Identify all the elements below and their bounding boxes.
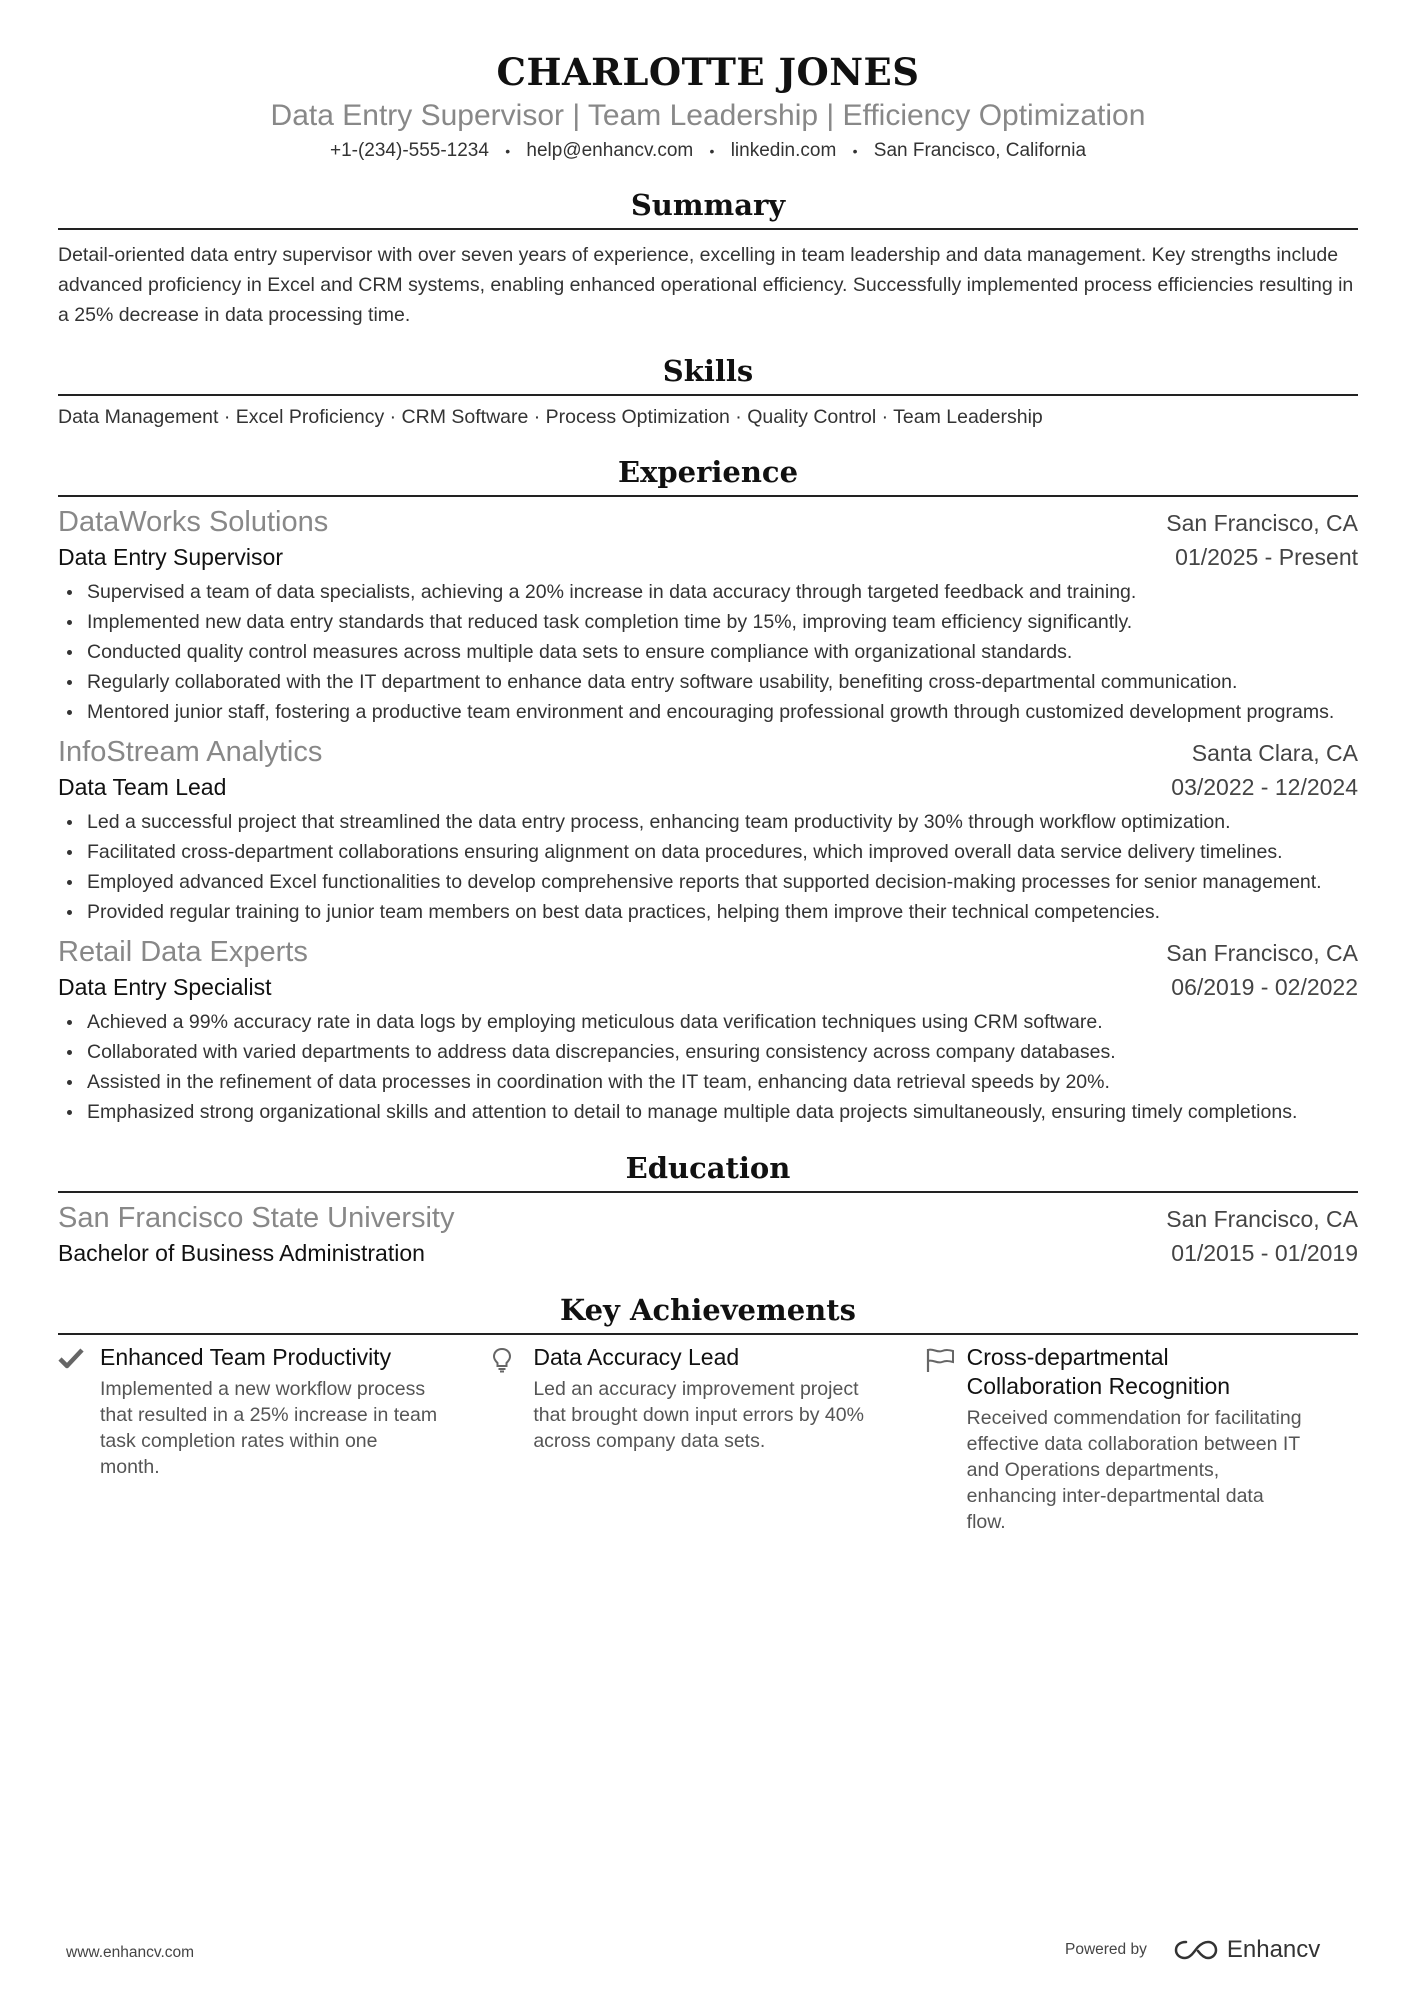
linkedin-link[interactable]: linkedin.com [730, 140, 837, 162]
powered-by-label: Powered by [1065, 1941, 1147, 1958]
job-dates: 06/2019 - 02/2022 [1171, 974, 1358, 1001]
resume-header [58, 0, 1358, 164]
school-name: San Francisco State University [58, 1202, 455, 1235]
achievement-item [58, 1343, 491, 1535]
separator-dot: • [852, 143, 858, 159]
bullet-item: Conducted quality control measures across multiple data sets to ensure compliance with organizational standards. [58, 637, 1358, 667]
flag-icon [925, 1343, 967, 1535]
resume-page [58, 0, 1358, 1995]
bullet-item: Assisted in the refinement of data processes in coordination with the IT team, enhancing data retrieval speeds by 20%. [58, 1067, 1358, 1097]
bullet-item: Employed advanced Excel functionalities to develop comprehensive reports that supported decision-making processes for senior management. [58, 867, 1358, 897]
job-entry [58, 933, 1358, 1127]
footer-website[interactable]: www.enhancv.com [66, 1944, 195, 1961]
footer-branding [1065, 1936, 1320, 1964]
bullet-item: Mentored junior staff, fostering a productive team environment and encouraging professional growth through customized development programs. [58, 697, 1358, 727]
achievement-description: Led an accuracy improvement project that brought down input errors by 40% across company data sets. [533, 1378, 864, 1453]
location-text: San Francisco, California [873, 140, 1087, 162]
job-location: San Francisco, CA [1166, 940, 1358, 967]
job-title: Data Entry Supervisor [58, 544, 283, 571]
skills-heading: Skills [662, 354, 754, 389]
company-name: DataWorks Solutions [58, 506, 329, 539]
checkmark-icon [58, 1343, 100, 1535]
job-entry [58, 733, 1358, 927]
section-divider [58, 1191, 1358, 1193]
bullet-item: Provided regular training to junior team members on best data practices, helping them improve their technical competencies. [58, 897, 1358, 927]
job-entry [58, 503, 1358, 727]
achievements-grid [58, 1343, 1358, 1535]
achievement-description: Implemented a new workflow process that resulted in a 25% increase in team task completion rates within one month. [100, 1378, 438, 1479]
section-divider [58, 495, 1358, 497]
separator-dot: • [709, 143, 715, 159]
achievements-heading: Key Achievements [560, 1293, 856, 1328]
section-divider [58, 394, 1358, 396]
job-bullets [58, 807, 1358, 927]
achievement-title: Enhanced Team Productivity [100, 1344, 392, 1371]
bullet-item: Supervised a team of data specialists, achieving a 20% increase in data accuracy through targeted feedback and training. [58, 577, 1358, 607]
separator-dot: • [505, 143, 511, 159]
lightbulb-icon [491, 1343, 533, 1535]
skills-list: Data Management · Excel Proficiency · CRM Software · Process Optimization · Quality Control · Team Leadership [58, 406, 1043, 429]
achievement-description: Received commendation for facilitating effective data collaboration between IT and Operations departments, enhancing inter-departmental data flow. [966, 1407, 1302, 1534]
education-heading: Education [625, 1151, 791, 1186]
company-name: Retail Data Experts [58, 936, 308, 969]
job-bullets [58, 577, 1358, 727]
education-entry [58, 1199, 1358, 1269]
school-location: San Francisco, CA [1166, 1206, 1358, 1233]
section-divider [58, 228, 1358, 230]
job-title: Data Entry Specialist [58, 974, 272, 1001]
enhancv-logo-icon [1173, 1938, 1219, 1962]
phone-number: +1-(234)-555-1234 [329, 140, 489, 162]
candidate-name: CHARLOTTE JONES [496, 50, 920, 94]
achievement-item [925, 1343, 1358, 1535]
brand-name: Enhancv [1226, 1936, 1321, 1963]
experience-heading: Experience [617, 455, 799, 490]
bullet-item: Facilitated cross-department collaborations ensuring alignment on data procedures, which improved overall data service delivery timelines. [58, 837, 1358, 867]
bullet-item: Achieved a 99% accuracy rate in data logs by employing meticulous data verification techniques using CRM software. [58, 1007, 1358, 1037]
brand-logo[interactable] [1173, 1936, 1320, 1964]
contact-line [58, 138, 1358, 164]
education-dates: 01/2015 - 01/2019 [1171, 1240, 1358, 1267]
bullet-item: Regularly collaborated with the IT department to enhance data entry software usability, benefiting cross-departmental communication. [58, 667, 1358, 697]
job-location: San Francisco, CA [1166, 510, 1358, 537]
bullet-item: Emphasized strong organizational skills and attention to detail to manage multiple data projects simultaneously, ensuring timely completions. [58, 1097, 1358, 1127]
job-location: Santa Clara, CA [1191, 740, 1358, 767]
job-bullets [58, 1007, 1358, 1127]
job-dates: 01/2025 - Present [1175, 544, 1358, 571]
job-title: Data Team Lead [58, 774, 227, 801]
achievement-title: Data Accuracy Lead [533, 1344, 740, 1371]
bullet-item: Collaborated with varied departments to address data discrepancies, ensuring consistency across company databases. [58, 1037, 1358, 1067]
email-link[interactable]: help@enhancv.com [526, 140, 694, 162]
company-name: InfoStream Analytics [58, 736, 323, 769]
job-dates: 03/2022 - 12/2024 [1171, 774, 1358, 801]
bullet-item: Implemented new data entry standards that reduced task completion time by 15%, improving team efficiency significantly. [58, 607, 1358, 637]
achievement-item [491, 1343, 924, 1535]
summary-heading: Summary [630, 188, 786, 223]
candidate-headline: Data Entry Supervisor | Team Leadership | Efficiency Optimization [270, 99, 1146, 132]
bullet-item: Led a successful project that streamlined the data entry process, enhancing team productivity by 30% through workflow optimization. [58, 807, 1358, 837]
section-divider [58, 1333, 1358, 1335]
degree-name: Bachelor of Business Administration [58, 1240, 425, 1267]
summary-text: Detail-oriented data entry supervisor with over seven years of experience, excelling in team leadership and data management. Key strengths include advanced proficiency in Excel and CRM systems, enabling enhanced operational efficiency. Successfully implemented process efficiencies resulting in a 25% decrease in data processing time. [58, 244, 1354, 327]
achievement-title: Cross-departmental Collaboration Recognition [966, 1344, 1231, 1400]
